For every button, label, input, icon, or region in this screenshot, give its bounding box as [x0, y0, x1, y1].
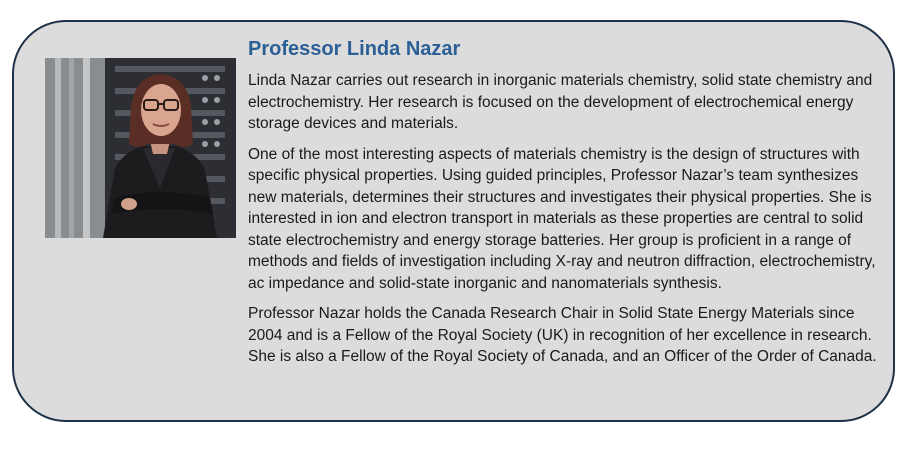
- profile-paragraph-3: Professor Nazar holds the Canada Research Chair in Solid State Energy Materials since 2004 and is a Fellow of the Royal Society (UK) in recognition of her excellence in research. She is also a Fellow of the Royal Society of Canada, and an Officer of the Order of Canada.: [248, 305, 877, 365]
- profile-name: Professor Linda Nazar: [248, 38, 461, 60]
- profile-content: [248, 36, 884, 377]
- profile-photo: [45, 58, 236, 238]
- profile-paragraph-2: One of the most interesting aspects of materials chemistry is the design of structures with specific physical properties. Using guided principles, Professor Nazar’s team synthesizes new materials, determines their structures and investigates their physical properties. She is interested in ion and electron transport in materials as these properties are central to solid state electrochemistry and energy storage batteries. Her group is proficient in a range of methods and fields of investigation including X-ray and neutron diffraction, electrochemistry, ac impedance and solid-state inorganic and nanomaterials synthesis.: [248, 145, 876, 292]
- profile-paragraph-1: Linda Nazar carries out research in inorganic materials chemistry, solid state chemistry and electrochemistry. Her research is focused on the development of electrochemical energy storage devices and materials.: [248, 72, 873, 132]
